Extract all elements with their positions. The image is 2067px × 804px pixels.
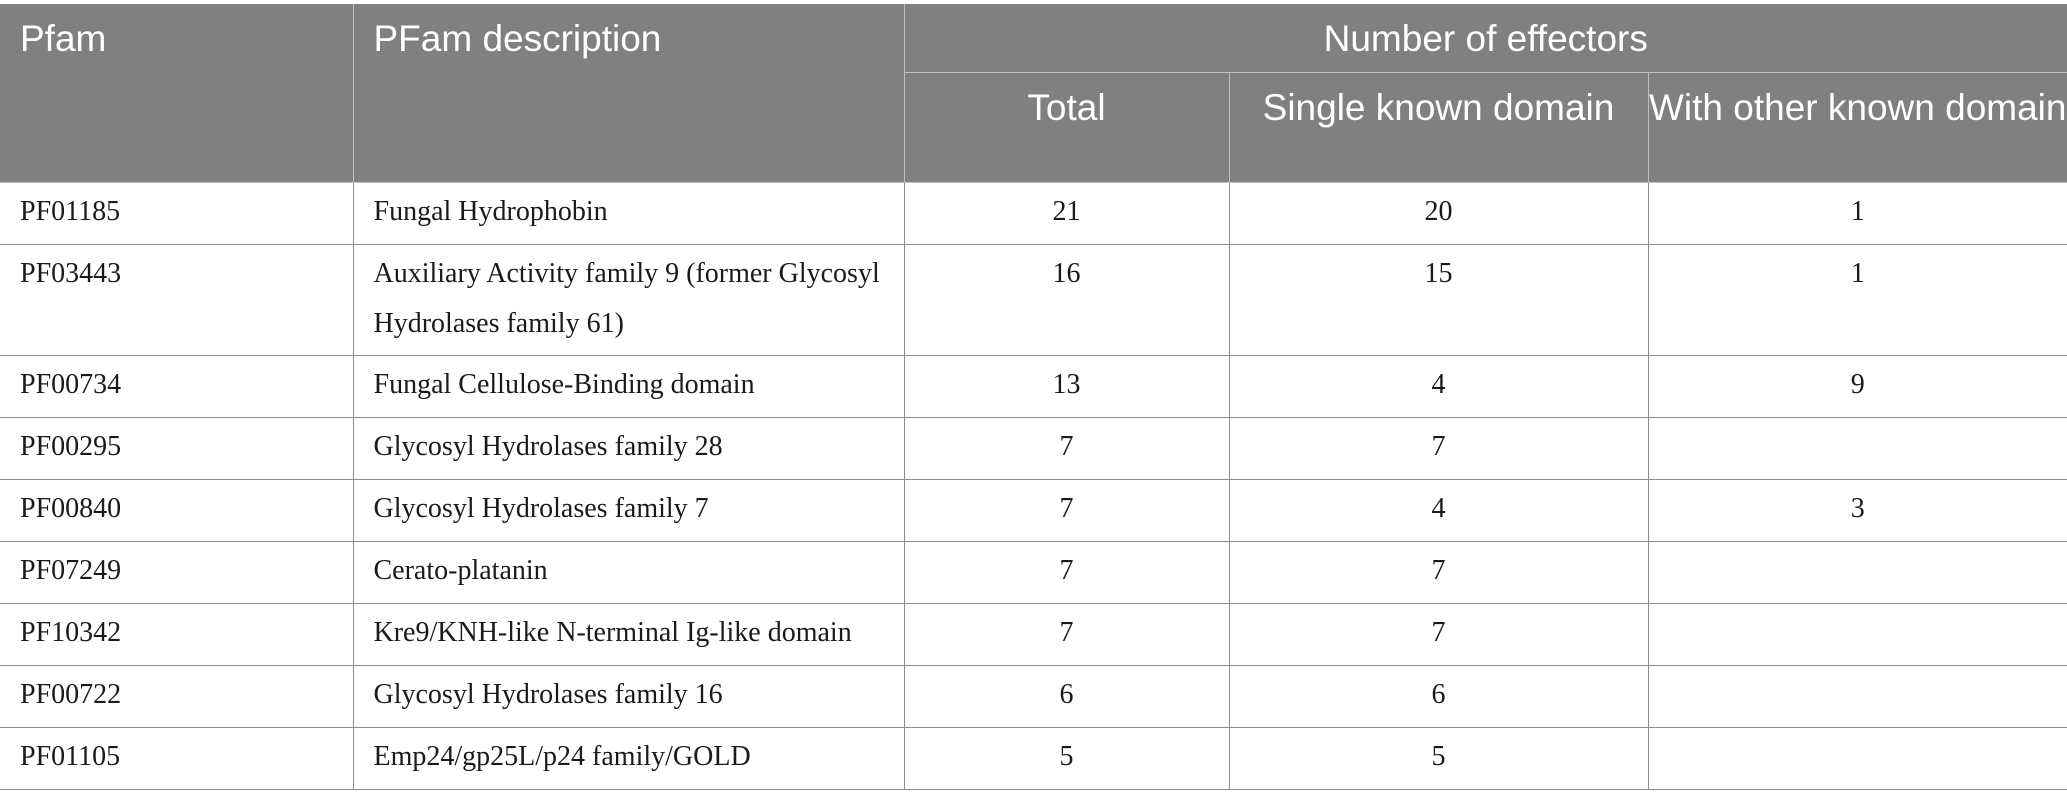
cell-total: 7 xyxy=(904,417,1229,479)
cell-other: 9 xyxy=(1648,355,2067,417)
table-row xyxy=(0,417,2067,479)
cell-other xyxy=(1648,665,2067,727)
cell-single: 7 xyxy=(1229,541,1648,603)
cell-pfam: PF01185 xyxy=(0,182,353,244)
cell-pfam: PF00840 xyxy=(0,479,353,541)
cell-total: 7 xyxy=(904,603,1229,665)
table-row xyxy=(0,182,2067,244)
cell-single: 4 xyxy=(1229,479,1648,541)
cell-other xyxy=(1648,727,2067,789)
table-row xyxy=(0,244,2067,355)
cell-single: 4 xyxy=(1229,355,1648,417)
cell-description: Cerato-platanin xyxy=(353,541,904,603)
effectors-table xyxy=(0,4,2067,790)
cell-description: Emp24/gp25L/p24 family/GOLD xyxy=(353,727,904,789)
header-with-other-known-domain: With other known domain xyxy=(1648,72,2067,182)
table-row xyxy=(0,479,2067,541)
cell-pfam: PF00722 xyxy=(0,665,353,727)
cell-total: 7 xyxy=(904,479,1229,541)
cell-pfam: PF01105 xyxy=(0,727,353,789)
cell-description: Auxiliary Activity family 9 (former Glycosyl Hydrolases family 61) xyxy=(353,244,904,355)
cell-total: 7 xyxy=(904,541,1229,603)
cell-description: Glycosyl Hydrolases family 28 xyxy=(353,417,904,479)
cell-pfam: PF00734 xyxy=(0,355,353,417)
cell-other xyxy=(1648,417,2067,479)
header-pfam: Pfam xyxy=(0,4,353,182)
table-row xyxy=(0,541,2067,603)
cell-single: 20 xyxy=(1229,182,1648,244)
cell-total: 13 xyxy=(904,355,1229,417)
cell-pfam: PF00295 xyxy=(0,417,353,479)
cell-description: Fungal Hydrophobin xyxy=(353,182,904,244)
cell-total: 16 xyxy=(904,244,1229,355)
cell-other: 3 xyxy=(1648,479,2067,541)
header-description: PFam description xyxy=(353,4,904,182)
table-body xyxy=(0,182,2067,789)
cell-description: Glycosyl Hydrolases family 16 xyxy=(353,665,904,727)
header-single-known-domain: Single known domain xyxy=(1229,72,1648,182)
cell-single: 7 xyxy=(1229,603,1648,665)
cell-total: 6 xyxy=(904,665,1229,727)
cell-description: Fungal Cellulose-Binding domain xyxy=(353,355,904,417)
cell-pfam: PF07249 xyxy=(0,541,353,603)
cell-other: 1 xyxy=(1648,182,2067,244)
table-row xyxy=(0,603,2067,665)
table-header xyxy=(0,4,2067,182)
cell-single: 7 xyxy=(1229,417,1648,479)
table-row xyxy=(0,665,2067,727)
cell-description: Kre9/KNH-like N-terminal Ig-like domain xyxy=(353,603,904,665)
header-number-of-effectors: Number of effectors xyxy=(904,4,2067,72)
cell-single: 5 xyxy=(1229,727,1648,789)
cell-other: 1 xyxy=(1648,244,2067,355)
table-row xyxy=(0,355,2067,417)
cell-total: 5 xyxy=(904,727,1229,789)
cell-pfam: PF03443 xyxy=(0,244,353,355)
cell-total: 21 xyxy=(904,182,1229,244)
cell-description: Glycosyl Hydrolases family 7 xyxy=(353,479,904,541)
table-row xyxy=(0,727,2067,789)
cell-other xyxy=(1648,541,2067,603)
cell-other xyxy=(1648,603,2067,665)
header-total: Total xyxy=(904,72,1229,182)
cell-single: 15 xyxy=(1229,244,1648,355)
cell-pfam: PF10342 xyxy=(0,603,353,665)
cell-single: 6 xyxy=(1229,665,1648,727)
